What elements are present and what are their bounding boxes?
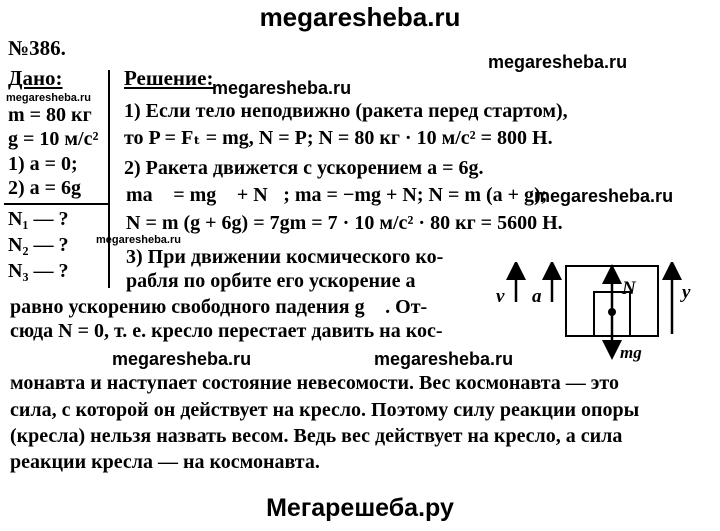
solution-line-2: то P = Fₜ = mg, N = P; N = 80 кг · 10 м/с² = 800 Н.: [124, 127, 553, 149]
given-line-mass: m = 80 кг: [8, 104, 92, 126]
watermark-top: megaresheba.ru: [259, 2, 461, 32]
gravity-label: mg⃗: [620, 343, 655, 362]
solution-line-5: N = m (g + 6g) = 7gm = 7 · 10 м/с² · 80 кг = 5600 Н.: [126, 212, 563, 234]
solution-line-12: (кресла) нельзя назвать весом. Ведь вес действует на кресло, а сила: [10, 425, 623, 447]
given-line-g: g = 10 м/с²: [8, 128, 99, 150]
acceleration-label: a⃗: [532, 286, 557, 307]
body-point: [608, 308, 616, 316]
watermark-lower-left: megaresheba.ru: [112, 349, 252, 369]
solution-header: Решение:: [124, 66, 214, 90]
solution-line-1: 1) Если тело неподвижно (ракета перед стартом),: [124, 100, 568, 122]
solution-line-3: 2) Ракета движется с ускорением a = 6g.: [124, 157, 484, 179]
given-header: Дано:: [8, 66, 63, 90]
watermark-solution: megaresheba.ru: [212, 78, 352, 98]
solution-line-9: сюда N = 0, т. е. кресло перестает давить на кос-: [10, 320, 443, 342]
unknown-n3: N₃ — ?: [8, 260, 69, 282]
watermark-small-left: megaresheba.ru: [6, 92, 91, 104]
solution-line-13: реакции кресла — на космонавта.: [10, 451, 320, 473]
given-line-a1: 1) a = 0;: [8, 153, 78, 175]
solution-line-6: 3) При движении космического ко-: [126, 246, 444, 268]
unknown-n1: N₁ — ?: [8, 208, 69, 230]
watermark-bottom: Мегарешеба.ру: [266, 494, 454, 522]
given-line-a2: 2) a = 6g: [8, 177, 82, 199]
normal-force-label: N⃗: [622, 278, 651, 299]
y-axis-label: y: [682, 282, 691, 303]
watermark-line-end: megaresheba.ru: [534, 186, 674, 206]
solution-line-10: монавта и наступает состояние невесомости. Вес космонавта — это: [10, 372, 619, 394]
solution-line-11: сила, с которой он действует на кресло. Поэтому силу реакции опоры: [10, 399, 640, 421]
watermark-lower-right: megaresheba.ru: [374, 349, 514, 369]
watermark-right: megaresheba.ru: [488, 52, 628, 72]
solution-line-8: равно ускорению свободного падения g⃗ . От-: [10, 296, 428, 318]
force-diagram: [486, 262, 708, 362]
watermark-small-mid: megaresheba.ru: [96, 234, 181, 246]
solution-line-7: рабля по орбите его ускорение a⃗: [126, 270, 431, 292]
column-divider: [108, 70, 110, 288]
problem-number: №386.: [8, 36, 66, 60]
given-divider: [4, 203, 110, 205]
solution-line-4: ma⃗ = mg⃗ + N⃗; ma = −mg + N; N = m (a + g);: [126, 184, 548, 206]
velocity-label: v⃗: [496, 286, 520, 307]
unknown-n2: N₂ — ?: [8, 234, 69, 256]
